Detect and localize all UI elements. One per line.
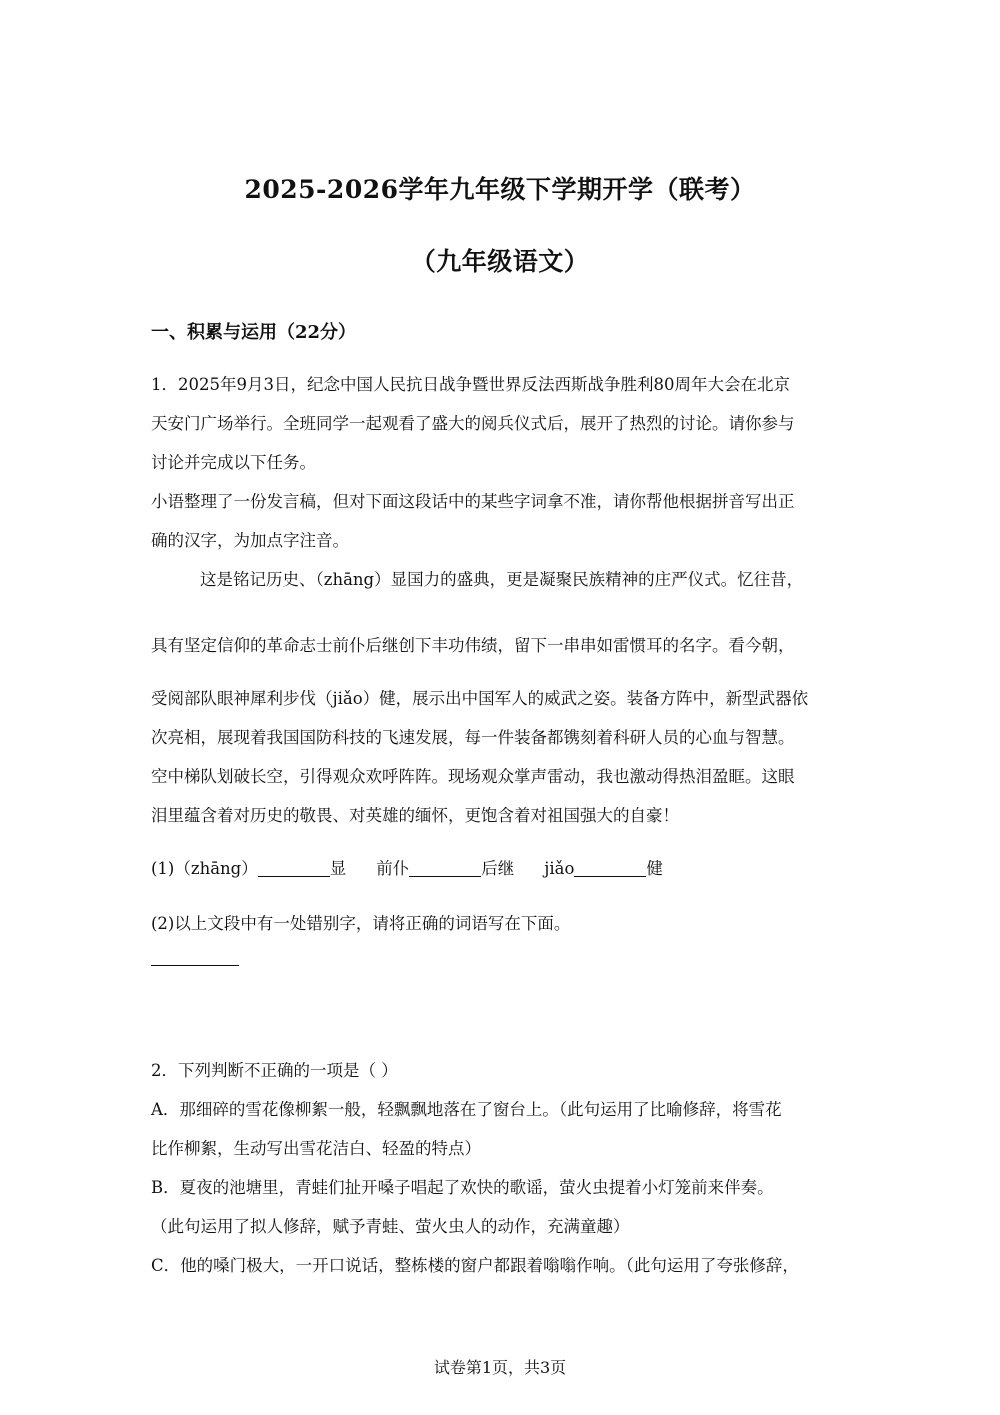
exam-title: 2025-2026学年九年级下学期开学（联考） — [244, 175, 756, 204]
q1-line: 1．2025年9月3日，纪念中国人民抗日战争暨世界反法西斯战争胜利80周年大会在北京 — [151, 375, 790, 394]
q1-sub1 — [151, 855, 663, 879]
q1-line: 讨论并完成以下任务。 — [151, 453, 316, 472]
passage-line: 受阅部队眼神犀利步伐（jiǎo）健，展示出中国军人的威武之姿。装备方阵中，新型武器依 — [151, 689, 809, 708]
q2-line: C．他的嗓门极大，一开口说话，整栋楼的窗户都跟着嗡嗡作响。（此句运用了夸张修辞， — [151, 1256, 799, 1275]
answer-blank-jiao[interactable] — [574, 860, 646, 877]
q1-sub2: (2)以上文段中有一处错别字，请将正确的词语写在下面。 — [151, 914, 571, 933]
q1-line: 确的汉字，为加点字注音。 — [151, 531, 349, 550]
sub1-prefix: (1)（zhāng） — [151, 859, 258, 878]
q2-stem: 2．下列判断不正确的一项是（ ） — [151, 1061, 398, 1080]
q2-line: B．夏夜的池塘里，青蛙们扯开嗓子唱起了欢快的歌谣，萤火虫提着小灯笼前来伴奏。 — [151, 1178, 774, 1197]
q1-line: 小语整理了一份发言稿，但对下面这段话中的某些字词拿不准，请你帮他根据拼音写出正 — [151, 492, 795, 511]
sub1-a: 显 — [329, 859, 347, 878]
page-footer: 试卷第1页，共3页 — [433, 1358, 567, 1377]
answer-blank-correction[interactable] — [151, 949, 239, 966]
passage-line: 空中梯队划破长空，引得观众欢呼阵阵。现场观众掌声雷动，我也激动得热泪盈眶。这眼 — [151, 767, 795, 786]
answer-blank-pu[interactable] — [409, 860, 481, 877]
q2-line: （此句运用了拟人修辞，赋予青蛙、萤火虫人的动作，充满童趣） — [151, 1217, 630, 1236]
sub1-c-pre: jiǎo — [544, 859, 575, 878]
passage-line: 次亮相，展现着我国国防科技的飞速发展，每一件装备都镌刻着科研人员的心血与智慧。 — [151, 728, 795, 747]
exam-subtitle: （九年级语文） — [410, 247, 590, 276]
q2-line: 比作柳絮，生动写出雪花洁白、轻盈的特点） — [151, 1139, 481, 1158]
sub1-b: 后继 — [481, 859, 515, 878]
passage-line: 泪里蕴含着对历史的敬畏、对英雄的缅怀，更饱含着对祖国强大的自豪！ — [151, 806, 679, 825]
q2-line: A．那细碎的雪花像柳絮一般，轻飘飘地落在了窗台上。（此句运用了比喻修辞，将雪花 — [151, 1100, 782, 1119]
q1-sub2-answer — [151, 948, 239, 967]
section-heading: 一、积累与运用（22分） — [151, 322, 357, 343]
passage-line: 这是铭记历史、（zhāng）显国力的盛典，更是凝聚民族精神的庄严仪式。忆往昔， — [200, 570, 804, 589]
answer-blank-zhang[interactable] — [258, 860, 330, 877]
sub1-c: 健 — [646, 859, 663, 878]
q1-line: 天安门广场举行。全班同学一起观看了盛大的阅兵仪式后，展开了热烈的讨论。请你参与 — [151, 414, 795, 433]
passage-line: 具有坚定信仰的革命志士前仆后继创下丰功伟绩，留下一串串如雷惯耳的名字。看今朝， — [151, 636, 795, 655]
sub1-b-pre: 前仆 — [376, 859, 410, 878]
